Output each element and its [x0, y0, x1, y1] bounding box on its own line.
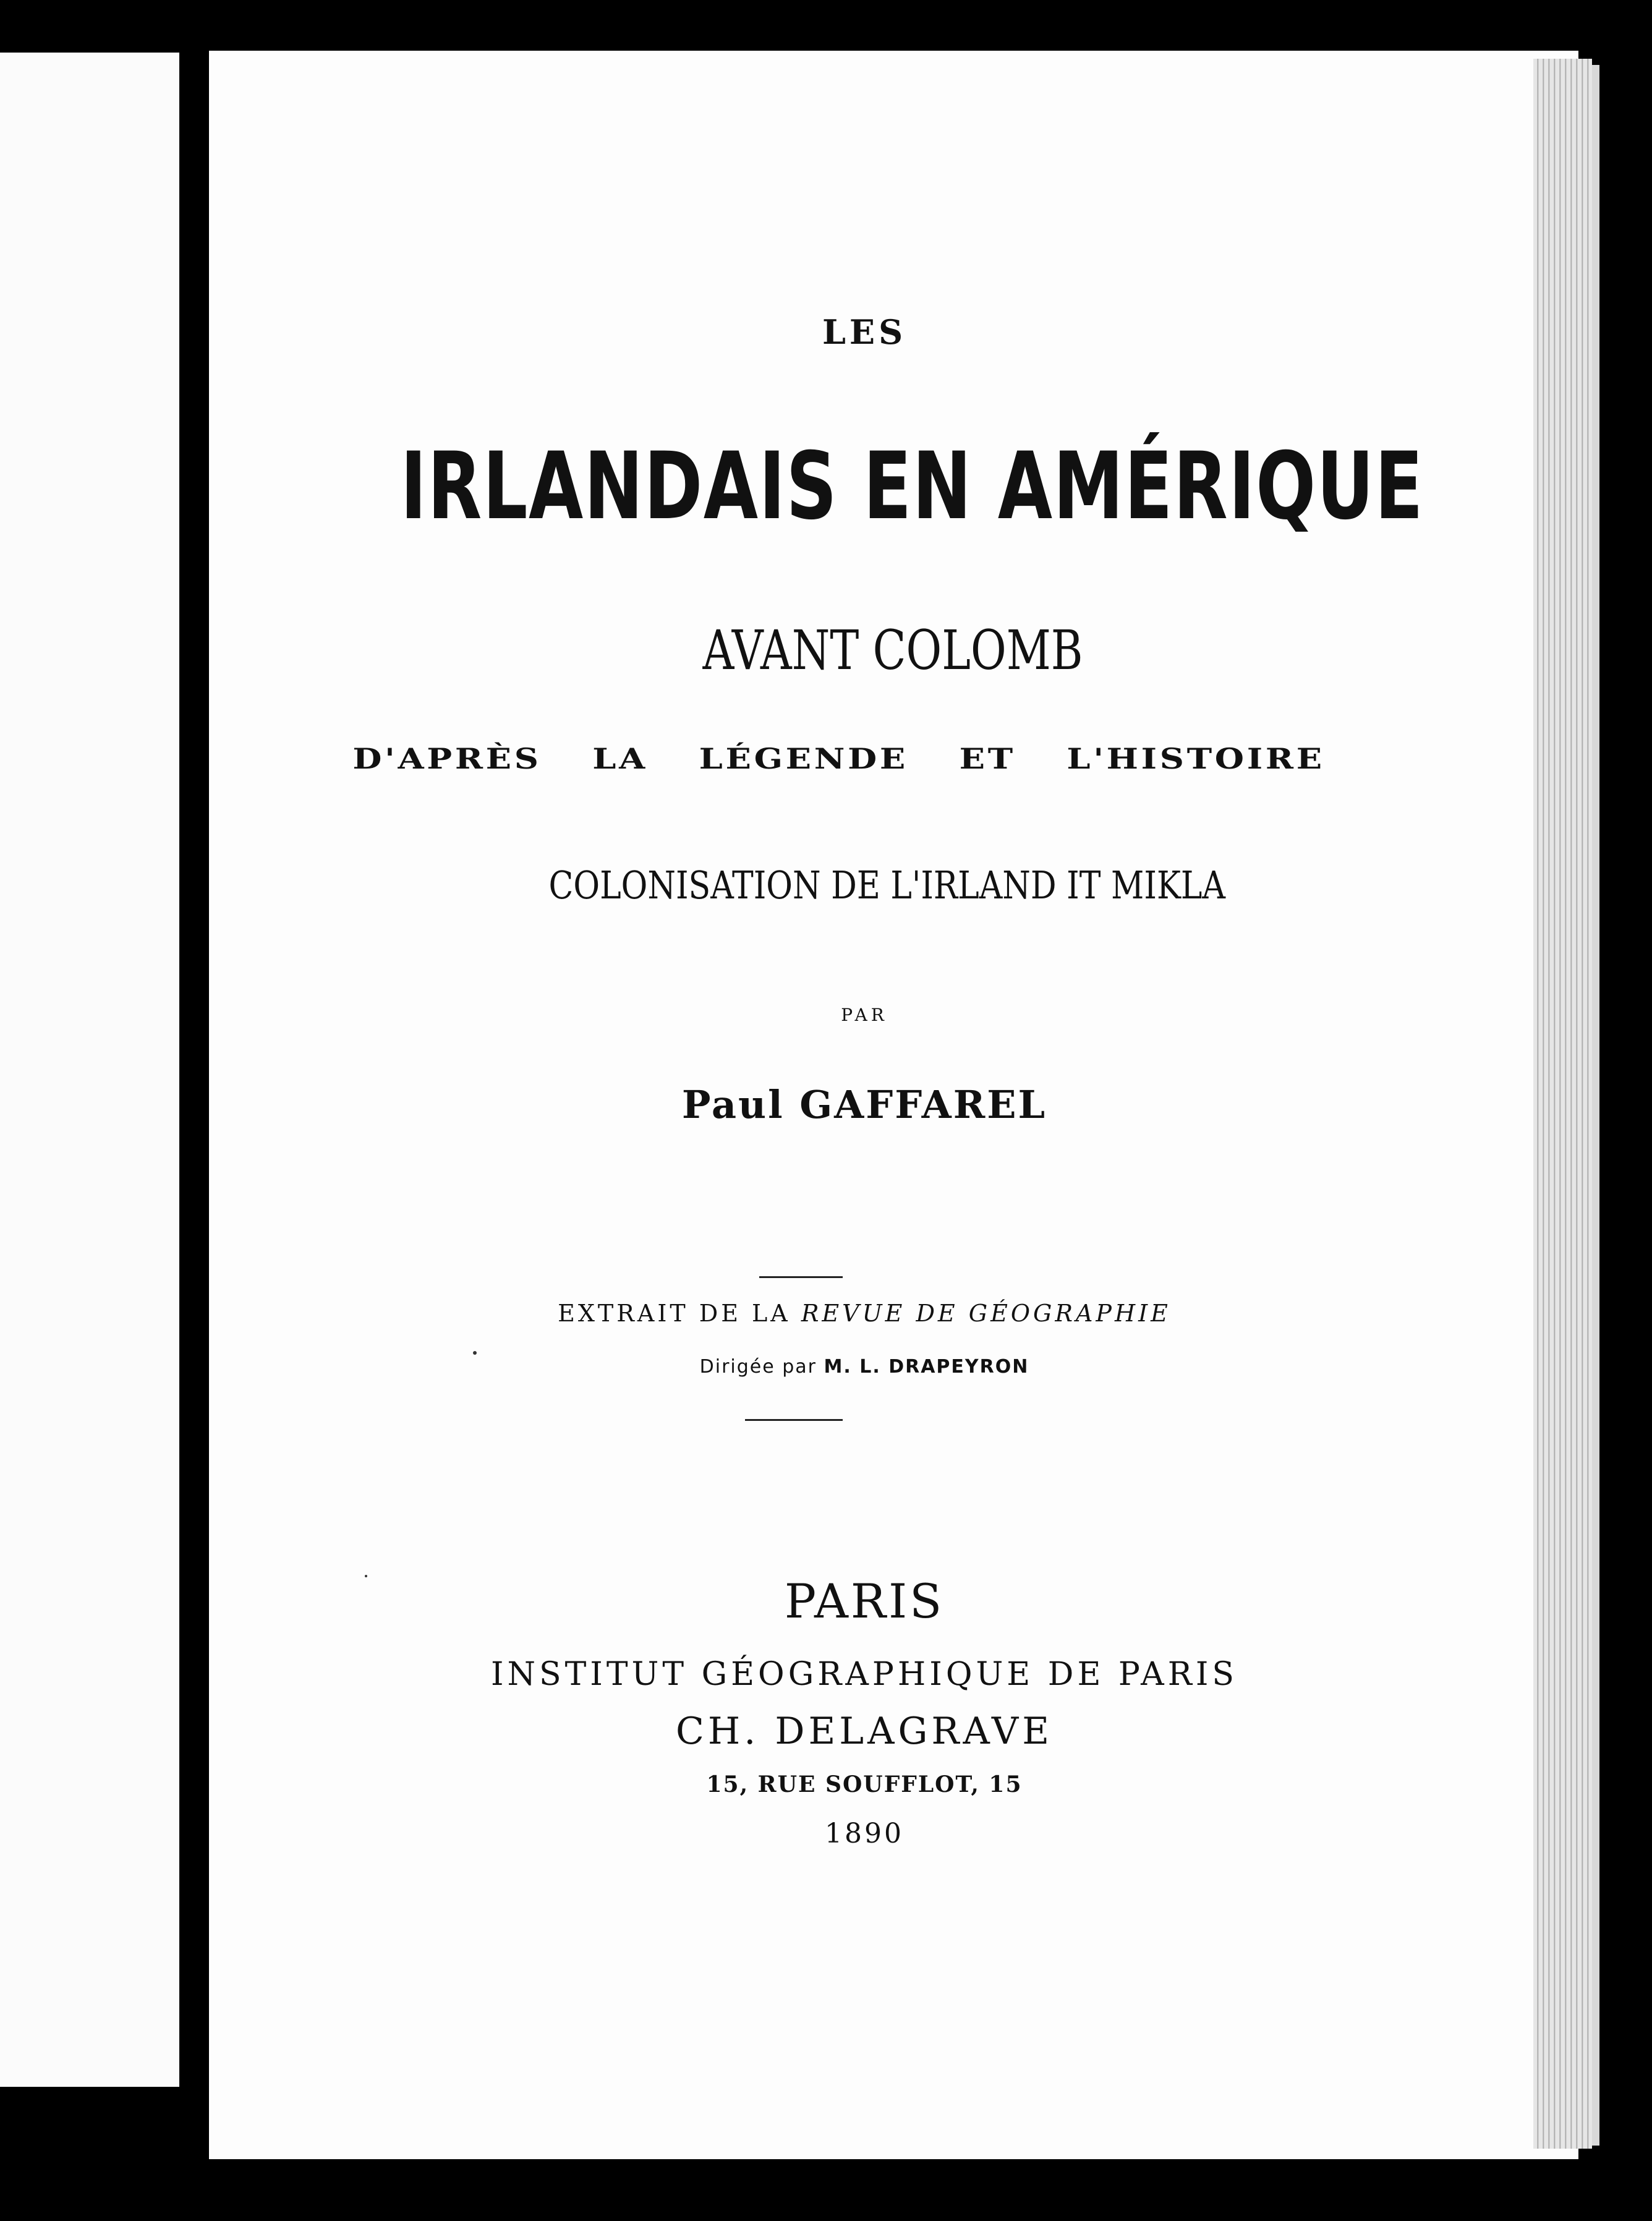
divider-bottom: [745, 1419, 843, 1421]
imprint-publisher: CH. DELAGRAVE: [675, 1710, 1054, 1753]
subtitle-colonisation: COLONISATION DE L'IRLAND IT MIKLA: [548, 863, 1226, 908]
imprint-institut: INSTITUT GÉOGRAPHIQUE DE PARIS: [490, 1656, 1238, 1693]
ink-speck: [473, 1351, 477, 1355]
author-name: Paul GAFFAREL: [681, 1082, 1047, 1127]
revue-title: REVUE DE GÉOGRAPHIE: [801, 1300, 1171, 1327]
by-line-par: PAR: [841, 1005, 888, 1025]
facing-page: [0, 53, 179, 2087]
imprint-address: 15, RUE SOUFFLOT, 15: [706, 1771, 1023, 1797]
editor-name: M. L. DRAPEYRON: [824, 1356, 1029, 1378]
extrait-line: [209, 1300, 1520, 1327]
page-edge-outer: [1592, 65, 1599, 2146]
page-edges: [1533, 59, 1592, 2149]
subtitle-legend: D'APRÈS LA LÉGENDE ET L'HISTOIRE: [352, 742, 1325, 775]
editor-line: [209, 1356, 1520, 1378]
imprint-year: 1890: [825, 1818, 904, 1849]
title-article: LES: [822, 312, 907, 352]
main-title: IRLANDAIS EN AMÉRIQUE: [400, 433, 1424, 540]
subtitle: AVANT COLOMB: [702, 618, 1083, 682]
ink-speck: [365, 1575, 367, 1577]
extrait-prefix: EXTRAIT DE LA: [558, 1300, 801, 1327]
divider-top: [759, 1276, 843, 1278]
imprint-city: PARIS: [784, 1574, 945, 1629]
editor-prefix: Dirigée par: [699, 1356, 824, 1378]
